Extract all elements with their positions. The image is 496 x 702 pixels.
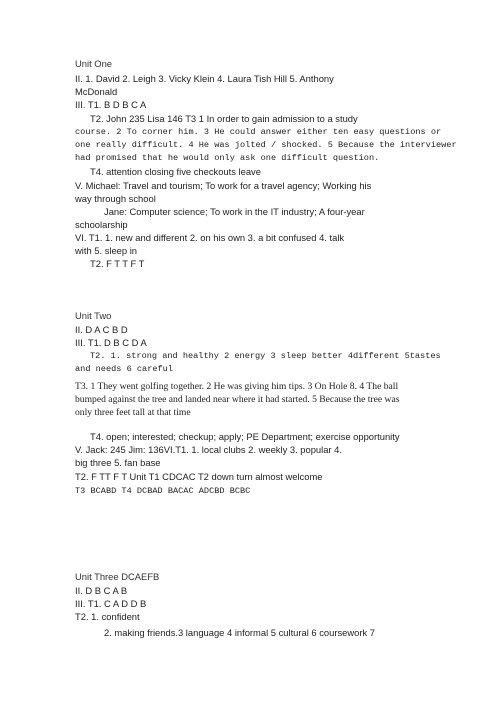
unit-two-t2-line2: and needs 6 careful — [75, 364, 173, 374]
unit-one-t4: T4. attention closing five checkouts leave — [90, 166, 261, 177]
unit-two-t3-line1: T3. 1 They went golfing together. 2 He was giving him tips. 3 On Hole 8. 4 The ball — [75, 381, 399, 392]
unit-two-t3-line3: only three feet tall at that time — [75, 407, 191, 418]
unit-one-vi-line1: VI. T1. 1. new and different 2. on his own 3. a bit confused 4. talk — [75, 232, 345, 243]
unit-three-ii: II. D B C A B — [75, 585, 128, 596]
unit-one-t2-line1: T2. John 235 Lisa 146 T3 1 In order to gain admission to a study — [90, 113, 358, 124]
unit-one-v-line2: way through school — [75, 193, 156, 204]
unit-two-t4-line3: big three 5. fan base — [75, 457, 161, 468]
unit-two-iii: III. T1. D B C D A — [75, 337, 147, 348]
unit-three-iii: III. T1. C A D D B — [75, 598, 147, 609]
unit-two-t3b: T3 BCABD T4 DCBAD BACAC ADCBD BCBC — [75, 486, 251, 496]
unit-one-vi-line2: with 5. sleep in — [75, 245, 138, 256]
unit-two-ii: II. D A C B D — [75, 324, 128, 335]
unit-two-t2-line1: T2. 1. strong and healthy 2 energy 3 sleep better 4different 5tastes — [90, 351, 441, 361]
unit-one-iii: III. T1. B D B C A — [75, 99, 147, 110]
unit-one-vi-line3: T2. F T T F T — [90, 258, 145, 269]
unit-one-v-line3: Jane: Computer science; To work in the IT industry; A four-year — [104, 206, 365, 217]
unit-three-title: Unit Three DCAEFB — [75, 571, 160, 582]
unit-one-title: Unit One — [75, 58, 112, 69]
unit-two-t3-line2: bumped against the tree and landed near where it had started. 5 Because the tree was — [75, 394, 400, 405]
unit-one-v-line4: schoolarship — [75, 219, 128, 230]
unit-one-v-line1: V. Michael: Travel and tourism; To work for a travel agency; Working his — [75, 180, 372, 191]
unit-two-t4-line1: T4. open; interested; checkup; apply; PE Department; exercise opportunity — [90, 431, 400, 442]
unit-one-ii-line1: II. 1. David 2. Leigh 3. Vicky Klein 4. Laura Tish Hill 5. Anthony — [75, 73, 334, 84]
unit-one-t2-line2: course. 2 To corner him. 3 He could answer either ten easy questions or — [75, 127, 442, 137]
unit-two-t2b: T2. F TT F T Unit T1 CDCAC T2 down turn almost welcome — [75, 471, 323, 482]
unit-one-t2-line4: had promised that he would only ask one difficult question. — [75, 153, 380, 163]
unit-two-title: Unit Two — [75, 310, 112, 321]
unit-three-t2-line2: 2. making friends.3 language 4 informal 5 cultural 6 coursework 7 — [104, 627, 375, 638]
unit-one-t2-line3: one really difficult. 4 He was jolted / shocked. 5 Because the interviewer — [75, 140, 457, 150]
unit-three-t2: T2. 1. confident — [75, 611, 140, 622]
unit-two-t4-line2: V. Jack: 245 Jim: 136VI.T1. 1. local clubs 2. weekly 3. popular 4. — [75, 444, 342, 455]
unit-one-ii-line2: McDonald — [75, 86, 118, 97]
